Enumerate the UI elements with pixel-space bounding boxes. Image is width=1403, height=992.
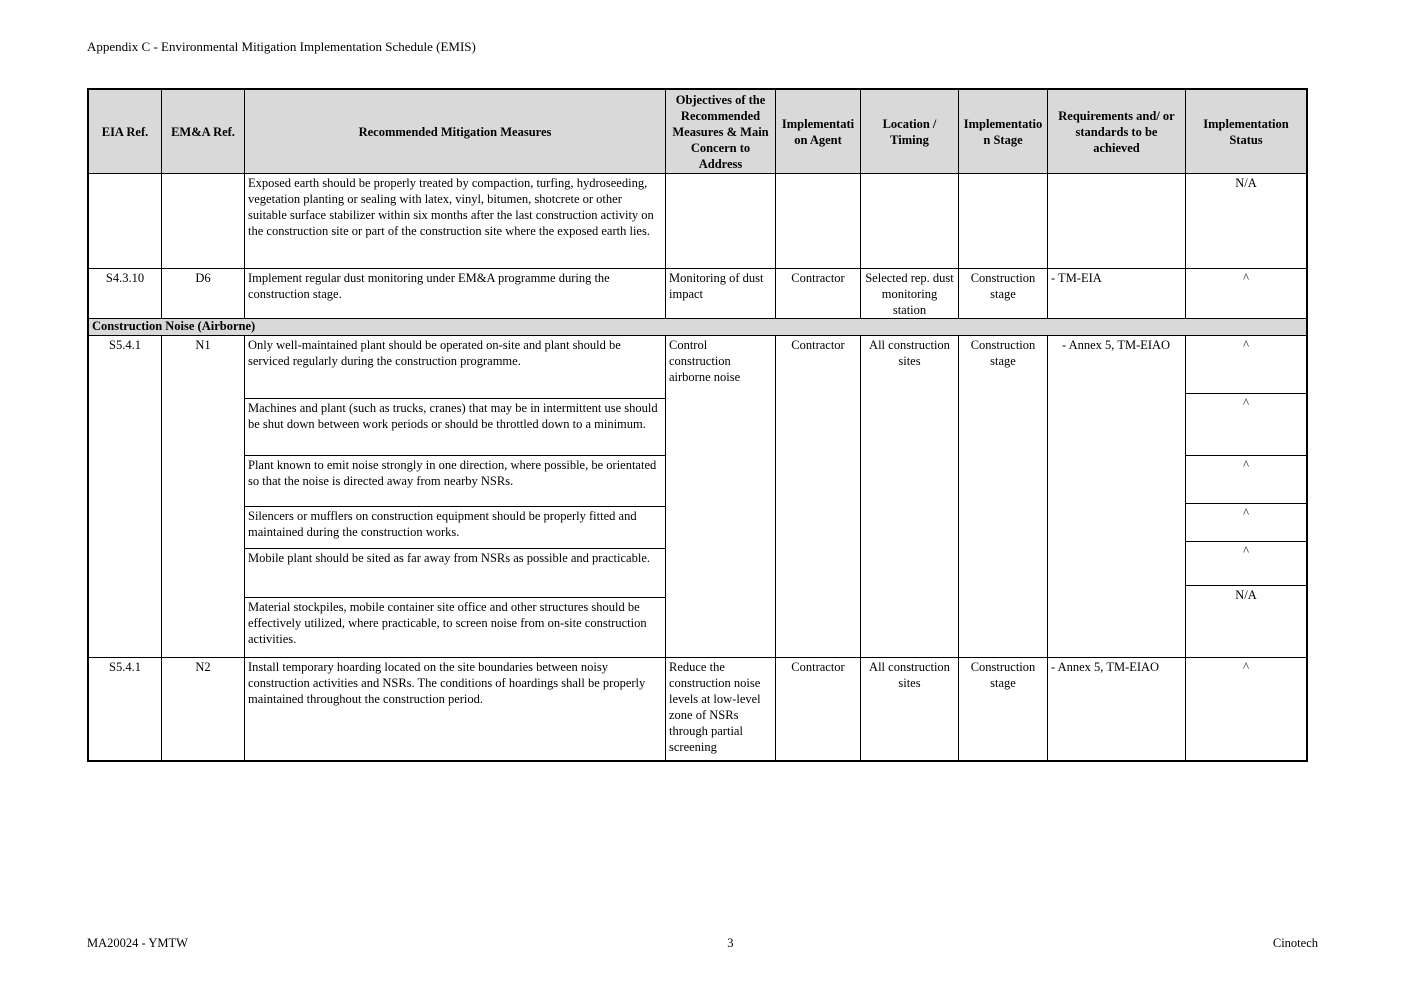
measure-item: Silencers or mufflers on construction equipment should be properly fitted and maintained during the construction works.: [245, 507, 665, 549]
cell-ema-ref: D6: [162, 269, 245, 318]
page-title: Appendix C - Environmental Mitigation Implementation Schedule (EMIS): [87, 39, 476, 54]
cell-agent: Contractor: [776, 336, 861, 657]
cell-ema-ref: N2: [162, 658, 245, 760]
cell-eia-ref: S5.4.1: [89, 336, 162, 657]
header-cell-requirements: [1048, 90, 1186, 173]
cell-objective: Reduce the construction noise levels at low-level zone of NSRs through partial screening: [666, 658, 776, 760]
table-header-row: [89, 90, 1306, 174]
measure-item: Mobile plant should be sited as far away from NSRs as possible and practicable.: [245, 549, 665, 598]
header-cell-measures: [245, 90, 666, 173]
header-label: EIA Ref.: [101, 124, 149, 139]
header-cell-location: [861, 90, 959, 173]
cell-ema-ref: N1: [162, 336, 245, 657]
table-row-n1-group: [89, 336, 1306, 658]
measure-item: Only well-maintained plant should be operated on-site and plant should be serviced regularly during the construction programme.: [245, 336, 665, 399]
header-cell-stage: [959, 90, 1048, 173]
measure-item: Material stockpiles, mobile container site office and other structures should be effectively utilized, where practicable, to screen noise from on-site construction activities.: [248, 600, 647, 646]
cell-status: N/A: [1235, 176, 1257, 190]
cell-measure: Exposed earth should be properly treated by compaction, turfing, hydroseeding, vegetation planting or sealing with latex, vinyl, bitumen, shotcrete or other suitable surface stabilizer within six months after the last construction activity on the construction site or part of the construction site where the exposed earth lies.: [245, 174, 666, 268]
status-item: ^: [1186, 336, 1306, 394]
status-item: ^: [1186, 542, 1306, 586]
header-cell-eia-ref: [89, 90, 162, 173]
cell-location: All construction sites: [861, 658, 959, 760]
cell-agent: Contractor: [776, 658, 861, 760]
cell-requirements: - TM-EIA: [1048, 269, 1186, 318]
cell-eia-ref: S5.4.1: [89, 658, 162, 760]
status-item: ^: [1186, 456, 1306, 504]
footer-project-ref: MA20024 - YMTW: [87, 936, 188, 950]
cell-agent: [776, 174, 861, 268]
cell-objective: [666, 174, 776, 268]
cell-location: [861, 174, 959, 268]
cell-measure: Install temporary hoarding located on the site boundaries between noisy construction activities and NSRs. The conditions of hoardings shall be properly maintained throughout the construction period.: [245, 658, 666, 760]
header-cell-agent: [776, 90, 861, 173]
cell-measures-stack: [245, 336, 666, 657]
cell-status: ^: [1243, 271, 1249, 285]
cell-eia-ref: S4.3.10: [89, 269, 162, 318]
header-cell-status: [1186, 90, 1306, 173]
cell-location: All construction sites: [861, 336, 959, 657]
table-row-dust-monitoring: [89, 269, 1306, 319]
header-label: Implementation Agent: [781, 116, 855, 147]
cell-stage: Construction stage: [959, 658, 1048, 760]
status-item: N/A: [1235, 588, 1257, 602]
section-band-row: [89, 319, 1306, 336]
table-row-exposed-earth: [89, 174, 1306, 269]
cell-stage: Construction stage: [959, 336, 1048, 657]
status-item: ^: [1186, 504, 1306, 542]
cell-measure: Implement regular dust monitoring under EM&A programme during the construction stage.: [245, 269, 666, 318]
header-label: Objectives of the Recommended Measures & Main Concern to Address: [672, 92, 769, 171]
cell-requirements: - Annex 5, TM-EIAO: [1048, 658, 1186, 760]
cell-location: Selected rep. dust monitoring station: [861, 269, 959, 318]
cell-stage: [959, 174, 1048, 268]
table-row-n2: [89, 658, 1306, 760]
header-label: Implementation Status: [1203, 116, 1289, 147]
footer-page-number: 3: [727, 936, 734, 950]
section-band-label: Construction Noise (Airborne): [92, 319, 256, 333]
cell-objective: Monitoring of dust impact: [666, 269, 776, 318]
cell-status: ^: [1243, 660, 1249, 674]
cell-stage: Construction stage: [959, 269, 1048, 318]
header-label: Requirements and/ or standards to be achieved: [1058, 108, 1175, 155]
header-cell-objectives: [666, 90, 776, 173]
cell-requirements: [1048, 174, 1186, 268]
cell-ema-ref: [162, 174, 245, 268]
cell-requirements: - Annex 5, TM-EIAO: [1048, 336, 1186, 657]
measure-item: Machines and plant (such as trucks, cranes) that may be in intermittent use should be shut down between work periods or should be throttled down to a minimum.: [245, 399, 665, 456]
emis-table: [87, 88, 1308, 762]
header-label: EM&A Ref.: [171, 124, 235, 139]
header-label: Location / Timing: [882, 116, 937, 147]
header-label: Implementation Stage: [963, 116, 1043, 147]
cell-eia-ref: [89, 174, 162, 268]
cell-statuses-stack: [1186, 336, 1306, 657]
page-footer: [87, 936, 1318, 951]
measure-item: Plant known to emit noise strongly in one direction, where possible, be orientated so that the noise is directed away from nearby NSRs.: [245, 456, 665, 507]
header-cell-ema-ref: [162, 90, 245, 173]
header-label: Recommended Mitigation Measures: [358, 124, 552, 139]
status-item: ^: [1186, 394, 1306, 456]
cell-objective: Control construction airborne noise: [666, 336, 776, 657]
cell-agent: Contractor: [776, 269, 861, 318]
footer-company: Cinotech: [1272, 936, 1318, 950]
